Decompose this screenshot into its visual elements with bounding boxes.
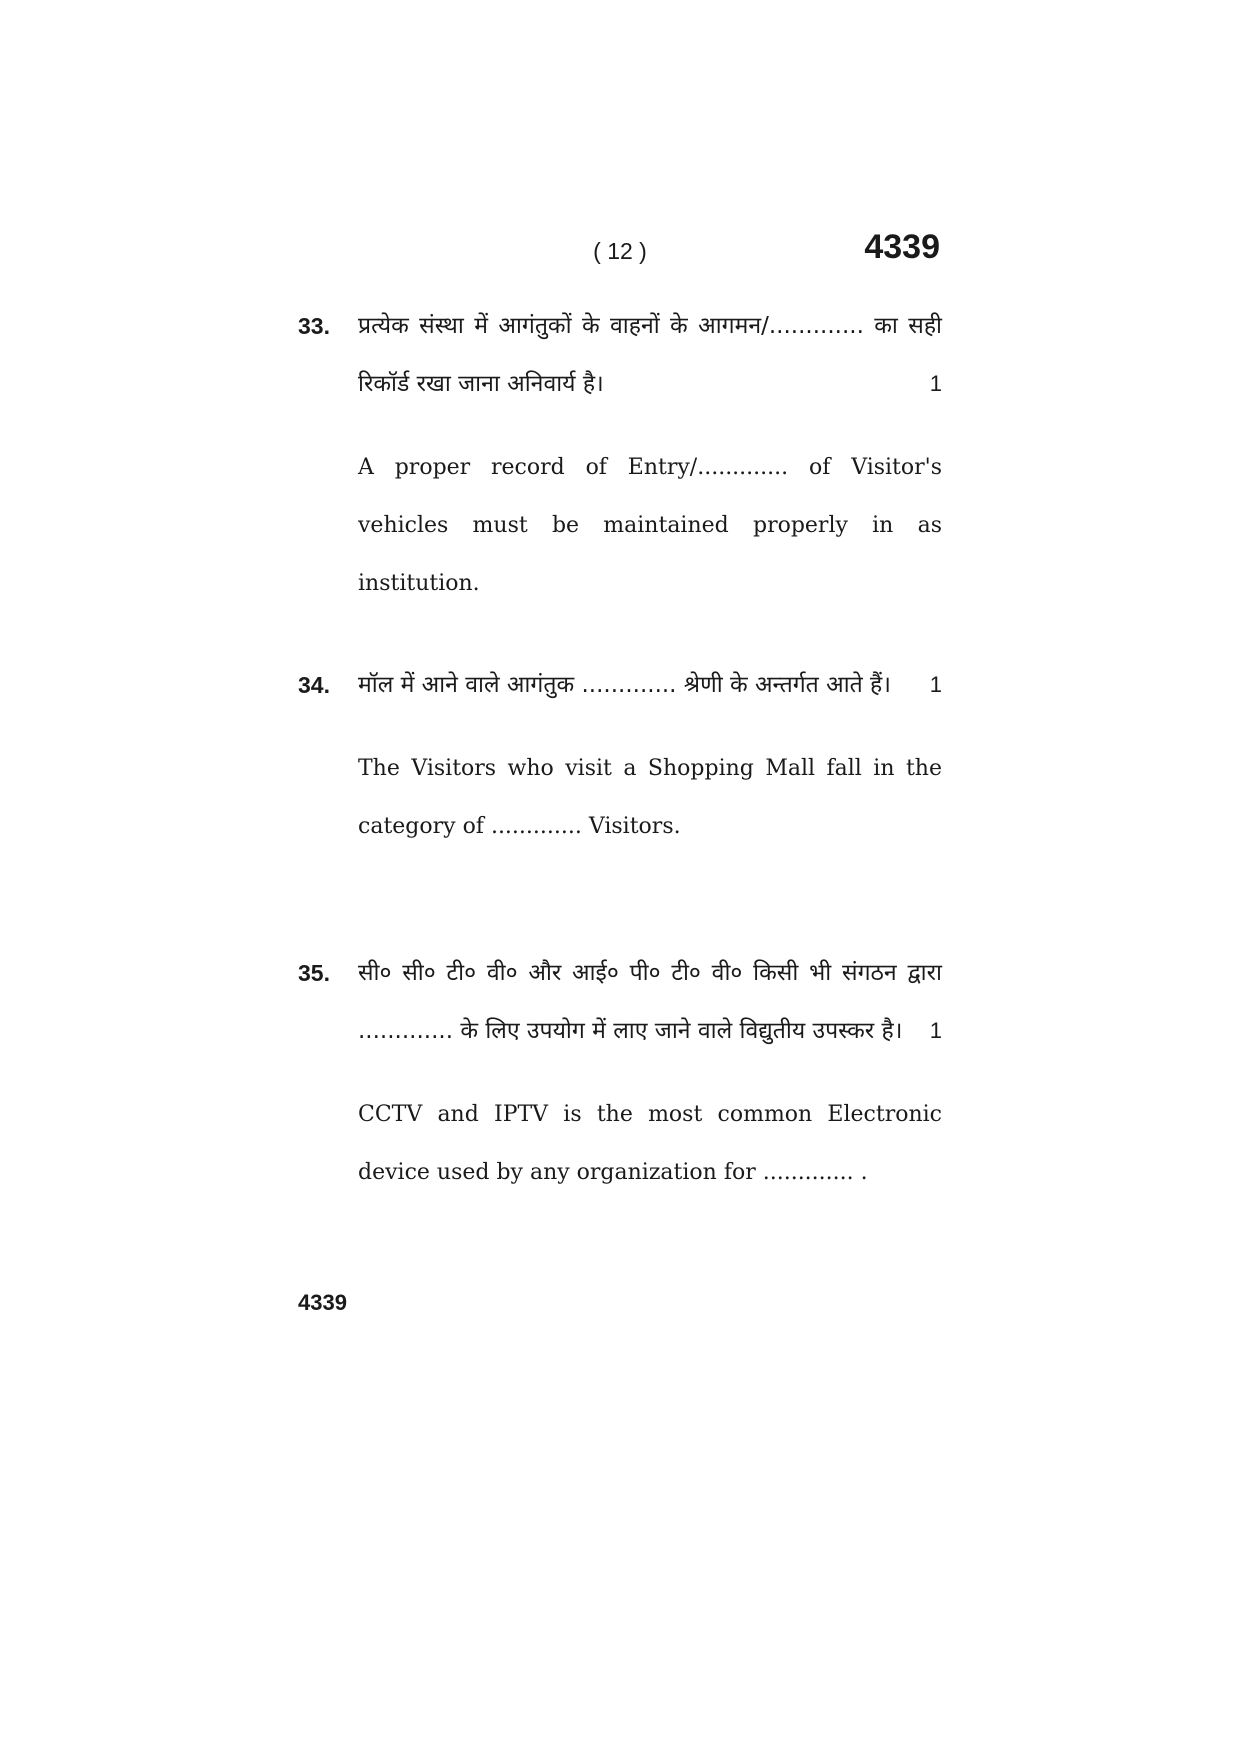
question-english: The Visitors who visit a Shopping Mall fall in the category of ............. Visitors. — [358, 756, 942, 839]
question-marks: 1 — [929, 371, 942, 396]
paper-code-top: 4339 — [864, 228, 940, 266]
page-number: ( 12 ) — [593, 238, 647, 264]
question-number: 35. — [298, 960, 330, 986]
question-hindi — [358, 656, 942, 714]
question-marks: 1 — [929, 1018, 942, 1043]
question-body — [358, 656, 942, 856]
question-body — [358, 944, 942, 1202]
question-hindi-text: प्रत्येक संस्था में आगंतुकों के वाहनों के आगमन/............. का सही रिकॉर्ड रखा जाना अनिवार्य है। — [358, 313, 942, 397]
paper-code-bottom: 4339 — [298, 1290, 347, 1315]
question-hindi — [358, 944, 942, 1060]
question-marks: 1 — [929, 672, 942, 697]
question-hindi-text: मॉल में आने वाले आगंतुक ............. श्रेणी के अन्तर्गत आते हैं। — [358, 672, 891, 698]
question-english: CCTV and IPTV is the most common Electronic device used by any organization for ............. . — [358, 1102, 942, 1185]
question-hindi — [358, 297, 942, 413]
question-body — [358, 297, 942, 613]
question-number: 33. — [298, 313, 330, 339]
question-number: 34. — [298, 672, 330, 698]
question-hindi-text: सी० सी० टी० वी० और आई० पी० टी० वी० किसी भी संगठन द्वारा ............. के लिए उपयोग में लाए जाने वाले विद्युतीय उपस्कर है। — [358, 960, 942, 1044]
question-english: A proper record of Entry/............. of Visitor's vehicles must be maintained properly in as institution. — [358, 455, 942, 596]
